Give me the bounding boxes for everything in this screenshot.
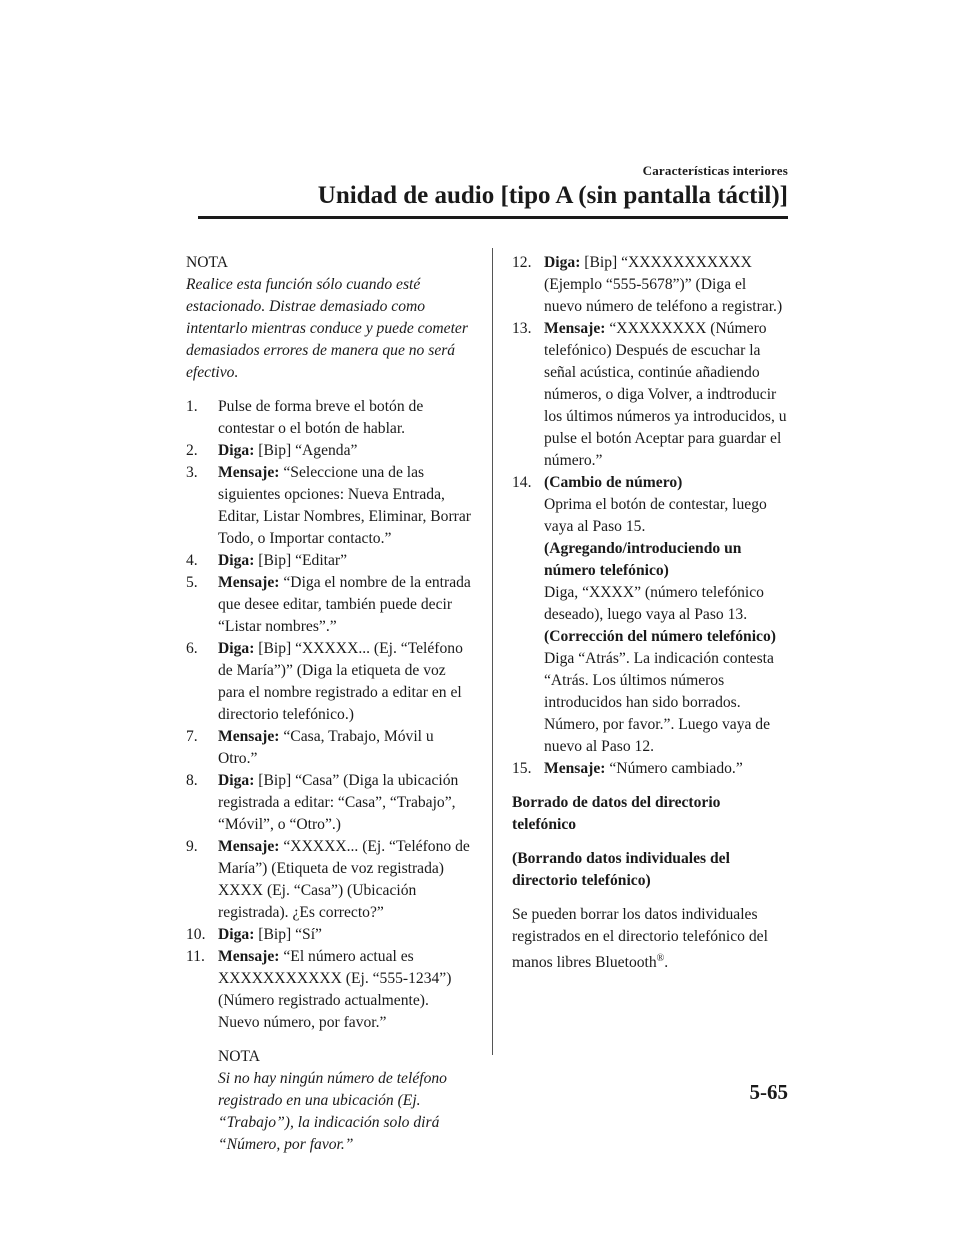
step-5 <box>186 572 474 638</box>
delete-text: Se pueden borrar los datos individuales registrados en el directorio telefónico del manos libres Bluetooth <box>512 906 768 972</box>
step-number: 4. <box>186 552 198 569</box>
step-15 <box>512 758 788 780</box>
step-2 <box>186 440 474 462</box>
step-1 <box>186 396 474 440</box>
step-label: Mensaje: <box>218 464 280 481</box>
step-9 <box>186 836 474 924</box>
step-7 <box>186 726 474 770</box>
delete-section-heading: Borrado de datos del directorio telefónico <box>512 794 721 833</box>
section-label: Características interiores <box>642 163 788 178</box>
step-6 <box>186 638 474 726</box>
step-text: [Bip] “Casa” (Diga la ubicación registrada a editar: “Casa”, “Trabajo”, “Móvil”, o “Otro”.) <box>218 772 459 833</box>
step-label: Diga: <box>218 552 255 569</box>
step-text: “Casa, Trabajo, Móvil u Otro.” <box>218 728 434 767</box>
step-text: “Número cambiado.” <box>605 760 743 777</box>
step-text: [Bip] “XXXXX... (Ej. “Teléfono de María”)” (Diga la etiqueta de voz para el nombre registrado a editar en el directorio telefónico.) <box>218 640 463 723</box>
step-4 <box>186 550 474 572</box>
right-column <box>512 252 788 974</box>
chapter-title: Unidad de audio [tipo A (sin pantalla táctil)] <box>317 182 788 209</box>
step-number: 5. <box>186 574 198 591</box>
step-text: “El número actual es XXXXXXXXXXX (Ej. “555-1234”) (Número registrado actualmente). Nuevo número, por favor.” <box>218 948 452 1031</box>
step-text: Pulse de forma breve el botón de contestar o el botón de hablar. <box>218 398 424 437</box>
note-text: Si no hay ningún número de teléfono registrado en una ubicación (Ej. “Trabajo”), la indicación solo dirá “Número, por favor.” <box>218 1070 447 1153</box>
step-14-text-1: Oprima el botón de contestar, luego vaya al Paso 15. <box>544 496 767 535</box>
delete-text-end: . <box>664 954 669 972</box>
note-box <box>186 252 474 384</box>
step-label: Mensaje: <box>544 760 606 777</box>
step-number: 2. <box>186 442 198 459</box>
step-text: “Seleccione una de las siguientes opciones: Nueva Entrada, Editar, Listar Nombres, Eliminar, Borrar Todo, o Importar contacto.” <box>218 464 471 547</box>
step-label: Diga: <box>218 640 255 657</box>
step-11 <box>186 946 474 1156</box>
step-number: 6. <box>186 640 198 657</box>
step-3 <box>186 462 474 550</box>
step-number: 7. <box>186 728 198 745</box>
step-text: [Bip] “Sí” <box>254 926 322 943</box>
step-text: “Diga el nombre de la entrada que desee editar, también puede decir “Listar nombres”.” <box>218 574 471 635</box>
page-number: 5-65 <box>749 1080 788 1104</box>
step-number: 11. <box>186 948 205 965</box>
step-number: 13. <box>512 320 532 337</box>
step-10 <box>186 924 474 946</box>
step-number: 12. <box>512 254 532 271</box>
step-8 <box>186 770 474 836</box>
step-number: 14. <box>512 474 532 491</box>
left-column <box>186 252 474 1156</box>
step-label: Mensaje: <box>218 574 280 591</box>
delete-section-text <box>512 904 788 974</box>
step-number: 9. <box>186 838 198 855</box>
step-number: 15. <box>512 760 532 777</box>
step-11-note <box>218 1046 474 1156</box>
step-text: [Bip] “Editar” <box>254 552 348 569</box>
step-label: Mensaje: <box>218 838 280 855</box>
step-label: Mensaje: <box>218 948 280 965</box>
step-number: 10. <box>186 926 206 943</box>
note-title: NOTA <box>218 1048 261 1065</box>
step-label: Mensaje: <box>544 320 606 337</box>
step-text: [Bip] “XXXXXXXXXXX (Ejemplo “555-5678”)” (Diga el nuevo número de teléfono a registrar.) <box>544 254 783 315</box>
step-14-head-2: (Agregando/introduciendo un número telefónico) <box>544 540 742 579</box>
step-14-head-3: (Corrección del número telefónico) <box>544 628 776 645</box>
step-13 <box>512 318 788 472</box>
delete-section-subheading: (Borrando datos individuales del directorio telefónico) <box>512 850 730 889</box>
registered-mark: ® <box>656 953 665 964</box>
step-label: Diga: <box>218 442 255 459</box>
column-divider <box>492 248 493 1055</box>
step-number: 1. <box>186 398 198 415</box>
step-14-text-2: Diga, “XXXX” (número telefónico deseado), luego vaya al Paso 13. <box>544 584 764 623</box>
step-number: 3. <box>186 464 198 481</box>
step-label: Diga: <box>544 254 581 271</box>
step-14 <box>512 472 788 758</box>
note-title: NOTA <box>186 254 229 271</box>
step-text: “XXXXX... (Ej. “Teléfono de María”) (Etiqueta de voz registrada) XXXX (Ej. “Casa”) (Ubicación registrada). ¿Es correcto?” <box>218 838 470 921</box>
step-text: “XXXXXXXX (Número telefónico) Después de escuchar la señal acústica, continúe añadiendo números, o diga Volver, a indtroducir los últimos números ya introducidos, u pulse el botón Aceptar para guardar el número.” <box>544 320 787 469</box>
step-label: Mensaje: <box>218 728 280 745</box>
note-text: Realice esta función sólo cuando esté estacionado. Distrae demasiado como intentarlo mientras conduce y puede cometer demasiados errores de manera que no será efectivo. <box>186 276 468 381</box>
step-label: Diga: <box>218 926 255 943</box>
step-text: [Bip] “Agenda” <box>254 442 358 459</box>
header-rule <box>198 216 788 219</box>
step-label: Diga: <box>218 772 255 789</box>
step-number: 8. <box>186 772 198 789</box>
step-12 <box>512 252 788 318</box>
step-label: (Cambio de número) <box>544 474 683 491</box>
step-14-text-3: Diga “Atrás”. La indicación contesta “Atrás. Los últimos números introducidos han sido borrados. Número, por favor.”. Luego vaya de nuevo al Paso 12. <box>544 650 774 755</box>
